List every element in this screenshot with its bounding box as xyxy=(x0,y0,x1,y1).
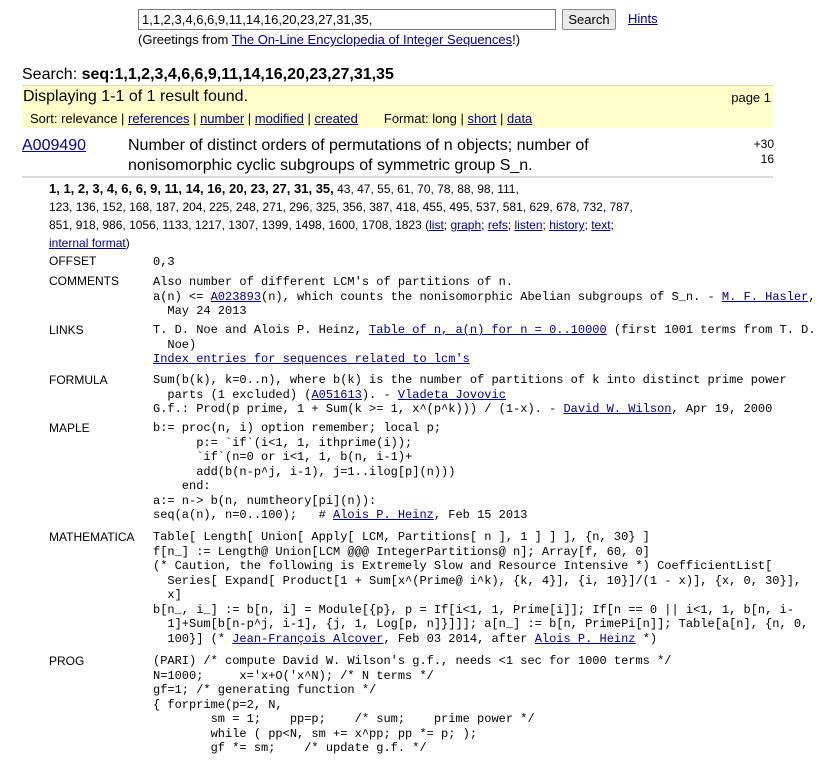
index-entries-link[interactable]: Index entries for sequences related to lcm's xyxy=(153,352,470,366)
format-short-link[interactable]: short xyxy=(467,111,497,126)
anumber-link[interactable]: A009490 xyxy=(22,137,87,154)
maple-body: b:= proc(n, i) option remember; local p; p:= `if`(i<1, 1, ithprime(i)); `if`(n=0 or i<1, 1, b(n, i-1)+ add(b(n-p^j, i-1), j=1..ilog[p](n))) end: a:= n-> b(n, numtheory[pi](n)): seq(a(n), n=0..100); # Alois P. Heinz, Feb 15 2013 xyxy=(153,421,528,522)
offset-label: OFFSET xyxy=(49,254,97,268)
history-link[interactable]: history xyxy=(549,218,585,232)
author-link[interactable]: Jean-François Alcover xyxy=(232,631,384,646)
a051613-link[interactable]: A051613 xyxy=(311,387,362,402)
terms-line: 123, 136, 152, 168, 187, 204, 225, 248, 271, 296, 325, 356, 387, 418, 455, 495, 537, 581, 629, 678, 732, 787, xyxy=(49,200,633,214)
links-body xyxy=(153,323,816,367)
a023893-link[interactable]: A023893 xyxy=(210,289,262,304)
comment-line: a(n) <= A023893(n), which counts the nonisomorphic Abelian subgroups of S_n. - M. F. Hasler, xyxy=(153,289,816,304)
comments-body xyxy=(153,275,816,319)
format-data-link[interactable]: data xyxy=(506,111,533,126)
formula-line: G.f.: Prod(p prime, 1 + Sum(k >= 1, x^(p^k))) / (1-x). - David W. Wilson, Apr 19, 2000 xyxy=(153,402,773,416)
terms-line: 851, 918, 986, 1056, 1133, 1217, 1307, 1399, 1498, 1600, 1708, 1823 ( xyxy=(49,218,430,232)
results-summary-bar xyxy=(22,85,773,128)
comment-line: Also number of different LCM's of partitions of n. xyxy=(153,275,514,289)
sort-label: Sort: relevance | xyxy=(30,111,129,126)
hints-link[interactable]: Hints xyxy=(628,11,658,26)
internal-format-link[interactable]: internal format xyxy=(49,236,126,250)
sort-modified-link[interactable]: modified xyxy=(254,111,304,126)
greeting-suffix: !) xyxy=(512,32,521,47)
sort-format-bar: Sort: relevance | references | number | modified | created Format: long | short | data xyxy=(30,111,533,126)
search-query: seq:1,1,2,3,4,6,6,9,11,14,16,20,23,27,31,35 xyxy=(81,66,394,83)
listen-link[interactable]: listen xyxy=(514,218,543,232)
results-count: Displaying 1-1 of 1 result found. xyxy=(23,88,249,105)
mathematica-label: MATHEMATICA xyxy=(49,530,135,544)
sequence-title-line: nonisomorphic cyclic subgroups of symmetric group S_n. xyxy=(128,157,533,174)
sort-references-link[interactable]: references xyxy=(128,111,190,126)
greeting xyxy=(138,32,520,47)
page-indicator: page 1 xyxy=(731,90,771,105)
author-link[interactable]: Alois P. Heinz xyxy=(534,631,636,646)
sequence-terms: 1, 1, 2, 3, 4, 6, 6, 9, 11, 14, 16, 20, 23, 27, 31, 35, 43, 47, 55, 61, 70, 78, 88, 98, 111, 123, 136, 152, 168, 187, 204, 225, 248, 271, 296, 325, 356, 387, 418, 455, 495, 537, 581, 629, 678, 732, 787, 851, 918, 986, 1056, 1133, 1217, 1307, 1399, 1498, 1600, 1708, 1823 (list; graph; refs; listen; history; text; internal format) xyxy=(49,180,761,252)
prog-body: (PARI) /* compute David W. Wilson's g.f., needs <1 sec for 1000 terms */ N=1000; x='x+O('x^N); /* N terms */ gf=1; /* generating function */ { forprime(p=2, N, sm = 1; pp=p; /* sum; prime power */ while ( pp<N, sm += x^pp; pp *= p; ); gf *= sm; /* update g.f. */ xyxy=(153,654,672,755)
link-line xyxy=(153,352,816,367)
reference-count: 16 xyxy=(760,152,774,166)
text-link[interactable]: text xyxy=(591,218,611,232)
search-button[interactable]: Search xyxy=(562,9,616,30)
graph-link[interactable]: graph xyxy=(450,218,482,232)
search-heading xyxy=(22,66,394,84)
mathematica-body: Table[ Length[ Union[ Apply[ LCM, Partitions[ n ], 1 ] ] ], {n, 30} ] f[n_] := Length@ Union[LCM @@@ IntegerPartitions@ n]; Array[f, 60, 0] (* Caution, the following is Extremely Slow and Resource Intensive *) CoefficientList[ Series[ Expand[ Product[1 + Sum[x^(Prime@ i^k), {k, 4}], {i, 10}]/(1 - x)], {x, 0, 30}], x] b[n_, i_] := b[n, i] = Module[{p}, p = If[i<1, 1, Prime[i]]; If[n == 0 || i<1, 1, b[n, i- 1]+Sum[b[n-p^j, i-1], {j, 1, Log[p, n]}]]]; a[n_] := b[n, PrimePi[n]]; Table[a[n], {n, 0, 100}] (* Jean-François Alcover, Feb 03 2014, after Alois P. Heinz *) xyxy=(153,530,809,646)
refs-link[interactable]: refs xyxy=(487,218,508,232)
author-link[interactable]: David W. Wilson xyxy=(563,402,672,416)
author-link[interactable]: Vladeta Jovovic xyxy=(397,387,506,402)
formula-body xyxy=(153,373,787,417)
list-link[interactable]: list xyxy=(429,218,444,232)
sequence-title-line: Number of distinct orders of permutations of n objects; number of xyxy=(128,137,589,154)
terms-continued: 43, 47, 55, 61, 70, 78, 88, 98, 111, xyxy=(333,182,519,196)
author-link[interactable]: M. F. Hasler xyxy=(721,289,809,304)
sequence-title xyxy=(128,136,688,176)
oeis-home-link[interactable]: The On-Line Encyclopedia of Integer Sequences xyxy=(231,32,513,47)
prog-label: PROG xyxy=(49,654,85,668)
formula-label: FORMULA xyxy=(49,373,108,387)
comments-label: COMMENTS xyxy=(49,274,119,288)
formula-line: parts (1 excluded) (A051613). - Vladeta Jovovic xyxy=(153,387,506,402)
link-line: Noe) xyxy=(153,337,197,352)
matched-terms: 1, 1, 2, 3, 4, 6, 6, 9, 11, 14, 16, 20, 23, 27, 31, 35, xyxy=(49,181,334,196)
author-link[interactable]: Alois P. Heinz xyxy=(333,508,434,522)
sort-created-link[interactable]: created xyxy=(314,111,358,126)
offset-value: 0,3 xyxy=(153,255,175,269)
link-line: T. D. Noe and Alois P. Heinz, Table of n, a(n) for n = 0..10000 (first 1001 terms from T. D. xyxy=(153,323,816,337)
links-label: LINKS xyxy=(49,323,84,337)
divider xyxy=(22,176,773,178)
comment-line: May 24 2013 xyxy=(153,304,247,318)
search-input[interactable] xyxy=(138,9,556,30)
formula-line: Sum(b(k), k=0..n), where b(k) is the number of partitions of k into distinct prime power xyxy=(153,373,787,387)
maple-label: MAPLE xyxy=(49,421,90,435)
format-label: Format: long | xyxy=(383,111,468,126)
plus-count: +30 xyxy=(753,137,774,151)
search-heading-label: Search: xyxy=(22,66,82,83)
sort-number-link[interactable]: number xyxy=(200,111,245,126)
greeting-prefix: (Greetings from xyxy=(138,32,232,47)
table-link[interactable]: Table of n, a(n) for n = 0..10000 xyxy=(369,323,607,337)
